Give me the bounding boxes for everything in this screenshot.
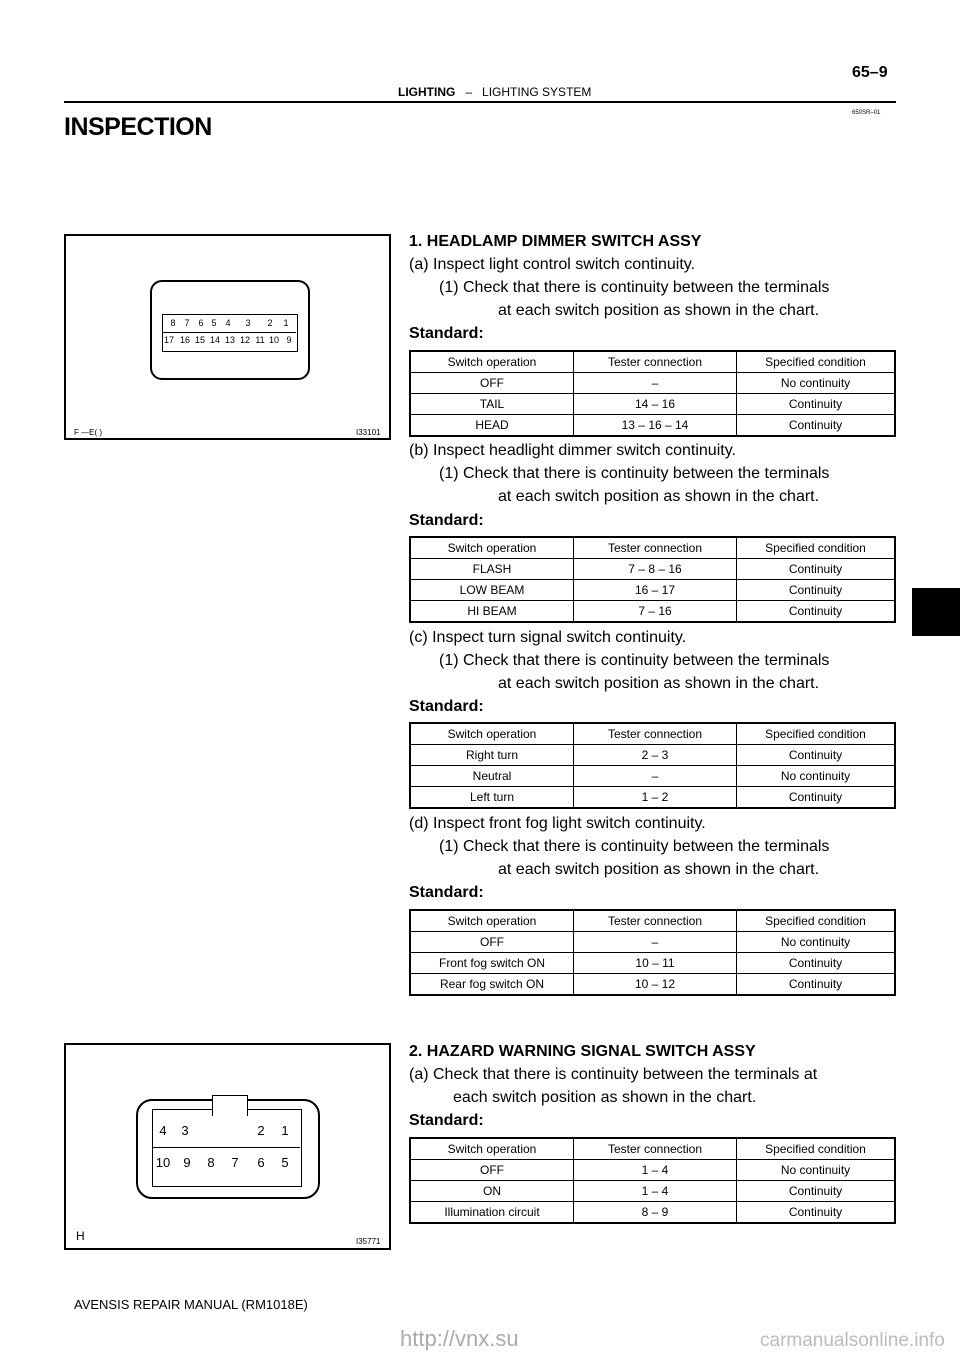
table-header-cell: Switch operation: [410, 723, 574, 745]
connector-figure-2: [64, 1043, 391, 1250]
table-row: [410, 1160, 895, 1181]
table-cell: TAIL: [410, 394, 574, 415]
table-row: [410, 394, 895, 415]
table-cell: Continuity: [737, 559, 896, 580]
table-cell: No continuity: [737, 932, 896, 953]
table-header-cell: Tester connection: [574, 910, 737, 932]
table-cell: FLASH: [410, 559, 574, 580]
table-cell: 10 – 11: [574, 953, 737, 974]
pin-row-divider: [152, 1147, 300, 1148]
table-row: [410, 580, 895, 601]
table-cell: OFF: [410, 373, 574, 394]
table-header-cell: Specified condition: [737, 1138, 896, 1160]
table-header-cell: Switch operation: [410, 910, 574, 932]
standard-label: Standard:: [409, 698, 484, 715]
table-cell: Continuity: [737, 787, 896, 809]
step-a-1-line1: (1) Check that there is continuity between the terminals: [439, 279, 830, 296]
table-cell: No continuity: [737, 766, 896, 787]
table-fog: [409, 909, 896, 996]
table-cell: Neutral: [410, 766, 574, 787]
table-row: [410, 373, 895, 394]
standard-label: Standard:: [409, 1112, 484, 1129]
table-cell: HI BEAM: [410, 601, 574, 623]
table-header-cell: Tester connection: [574, 351, 737, 373]
pin-label: 12: [239, 335, 250, 345]
table-cell: 1 – 2: [574, 787, 737, 809]
hazard-step-a-line2: each switch position as shown in the chart.: [453, 1089, 757, 1106]
table-cell: 10 – 12: [574, 974, 737, 996]
table-turn-signal: [409, 722, 896, 809]
table-row: [410, 1181, 895, 1202]
standard-label: Standard:: [409, 884, 484, 901]
step-b-1-line1: (1) Check that there is continuity between the terminals: [439, 465, 830, 482]
table-cell: Right turn: [410, 745, 574, 766]
table-row: [410, 1202, 895, 1224]
pin-label: 11: [255, 335, 265, 345]
section-thumb-tab: [912, 588, 960, 636]
table-cell: Front fog switch ON: [410, 953, 574, 974]
table-cell: Illumination circuit: [410, 1202, 574, 1224]
table-row: [410, 787, 895, 809]
header-section: LIGHTING: [398, 85, 456, 99]
table-cell: No continuity: [737, 1160, 896, 1181]
watermark-left[interactable]: http://vnx.su: [400, 1326, 519, 1351]
table-header-row: [410, 1138, 895, 1160]
section-1-heading: 1. HEADLAMP DIMMER SWITCH ASSY: [409, 233, 702, 250]
table-cell: Continuity: [737, 394, 896, 415]
pin-label: 7: [184, 318, 190, 328]
table-header-row: [410, 910, 895, 932]
step-c: (c) Inspect turn signal switch continuity.: [409, 629, 687, 646]
table-header-row: [410, 723, 895, 745]
table-light-control: [409, 350, 896, 437]
pin-label: 3: [181, 1123, 189, 1138]
pin-label: 4: [159, 1123, 167, 1138]
pin-label: 15: [194, 335, 205, 345]
table-row: [410, 974, 895, 996]
table-cell: LOW BEAM: [410, 580, 574, 601]
connector-pin-block: [152, 1109, 302, 1187]
table-cell: No continuity: [737, 373, 896, 394]
table-row: [410, 745, 895, 766]
standard-label: Standard:: [409, 325, 484, 342]
pin-label: 6: [257, 1155, 265, 1170]
footer: AVENSIS REPAIR MANUAL (RM1018E): [74, 1297, 308, 1312]
table-cell: –: [574, 932, 737, 953]
figure-id: I35771: [356, 1237, 381, 1246]
table-header-cell: Specified condition: [737, 910, 896, 932]
header-dash: –: [465, 85, 473, 99]
table-header-cell: Tester connection: [574, 1138, 737, 1160]
table-cell: Rear fog switch ON: [410, 974, 574, 996]
watermark-right[interactable]: carmanualsonline.info: [760, 1330, 945, 1351]
table-cell: 7 – 16: [574, 601, 737, 623]
table-header-row: [410, 537, 895, 559]
table-cell: Left turn: [410, 787, 574, 809]
pin-label: 2: [257, 1123, 265, 1138]
pin-label: 5: [211, 318, 217, 328]
pin-row-divider: [162, 332, 296, 333]
figure-code: F —E( ): [74, 428, 102, 437]
table-cell: 16 – 17: [574, 580, 737, 601]
figure-code: H: [76, 1229, 85, 1243]
table-header-cell: Specified condition: [737, 351, 896, 373]
table-cell: OFF: [410, 932, 574, 953]
table-header-cell: Specified condition: [737, 537, 896, 559]
table-cell: Continuity: [737, 580, 896, 601]
pin-label: 5: [281, 1155, 289, 1170]
table-cell: HEAD: [410, 415, 574, 437]
section-2-heading: 2. HAZARD WARNING SIGNAL SWITCH ASSY: [409, 1043, 756, 1060]
table-cell: 2 – 3: [574, 745, 737, 766]
table-cell: 13 – 16 – 14: [574, 415, 737, 437]
table-cell: 7 – 8 – 16: [574, 559, 737, 580]
table-header-cell: Tester connection: [574, 723, 737, 745]
table-cell: Continuity: [737, 974, 896, 996]
table-cell: Continuity: [737, 1202, 896, 1224]
table-row: [410, 415, 895, 437]
doc-id: 650SR–01: [852, 110, 881, 116]
table-row: [410, 601, 895, 623]
table-header-row: [410, 351, 895, 373]
pin-label: 14: [209, 335, 220, 345]
pin-label: 9: [286, 335, 292, 345]
table-cell: –: [574, 766, 737, 787]
table-header-cell: Tester connection: [574, 537, 737, 559]
pin-label: 1: [281, 1123, 289, 1138]
pin-label: 4: [225, 318, 231, 328]
table-cell: ON: [410, 1181, 574, 1202]
pin-label: 3: [245, 318, 251, 328]
pin-label: 8: [207, 1155, 215, 1170]
table-header-cell: Switch operation: [410, 351, 574, 373]
table-cell: Continuity: [737, 601, 896, 623]
figure-id: I33101: [356, 428, 381, 437]
table-row: [410, 559, 895, 580]
table-header-cell: Switch operation: [410, 537, 574, 559]
table-row: [410, 932, 895, 953]
connector-latch: [212, 1095, 248, 1116]
pin-label: 9: [183, 1155, 191, 1170]
header-subsection: LIGHTING SYSTEM: [482, 85, 592, 99]
pin-label: 7: [231, 1155, 239, 1170]
running-header: [398, 85, 591, 99]
step-c-1-line2: at each switch position as shown in the chart.: [498, 675, 820, 692]
table-cell: OFF: [410, 1160, 574, 1181]
page-title: INSPECTION: [64, 113, 212, 141]
pin-label: 10: [155, 1155, 171, 1170]
page-number: 65–9: [852, 64, 888, 81]
step-d-1-line2: at each switch position as shown in the chart.: [498, 861, 820, 878]
step-b-1-line2: at each switch position as shown in the chart.: [498, 488, 820, 505]
header-rule: [64, 101, 896, 103]
table-header-cell: Switch operation: [410, 1138, 574, 1160]
table-cell: –: [574, 373, 737, 394]
table-row: [410, 953, 895, 974]
table-cell: 1 – 4: [574, 1160, 737, 1181]
table-cell: Continuity: [737, 745, 896, 766]
step-d: (d) Inspect front fog light switch continuity.: [409, 815, 706, 832]
step-a: (a) Inspect light control switch continuity.: [409, 256, 696, 273]
table-hazard: [409, 1137, 896, 1224]
pin-label: 16: [179, 335, 190, 345]
pin-label: 10: [268, 335, 279, 345]
table-cell: Continuity: [737, 1181, 896, 1202]
table-cell: Continuity: [737, 415, 896, 437]
table-cell: 14 – 16: [574, 394, 737, 415]
pin-label: 2: [267, 318, 273, 328]
table-header-cell: Specified condition: [737, 723, 896, 745]
table-cell: 8 – 9: [574, 1202, 737, 1224]
pin-label: 13: [224, 335, 235, 345]
table-cell: 1 – 4: [574, 1181, 737, 1202]
pin-label: 17: [163, 335, 174, 345]
pin-label: 8: [170, 318, 176, 328]
standard-label: Standard:: [409, 512, 484, 529]
connector-figure-1: [64, 234, 391, 440]
step-b: (b) Inspect headlight dimmer switch continuity.: [409, 442, 736, 459]
step-c-1-line1: (1) Check that there is continuity between the terminals: [439, 652, 830, 669]
pin-label: 6: [198, 318, 204, 328]
pin-label: 1: [283, 318, 289, 328]
table-dimmer: [409, 536, 896, 623]
hazard-step-a-line1: (a) Check that there is continuity between the terminals at: [409, 1066, 818, 1083]
table-row: [410, 766, 895, 787]
step-a-1-line2: at each switch position as shown in the chart.: [498, 302, 820, 319]
table-cell: Continuity: [737, 953, 896, 974]
step-d-1-line1: (1) Check that there is continuity between the terminals: [439, 838, 830, 855]
